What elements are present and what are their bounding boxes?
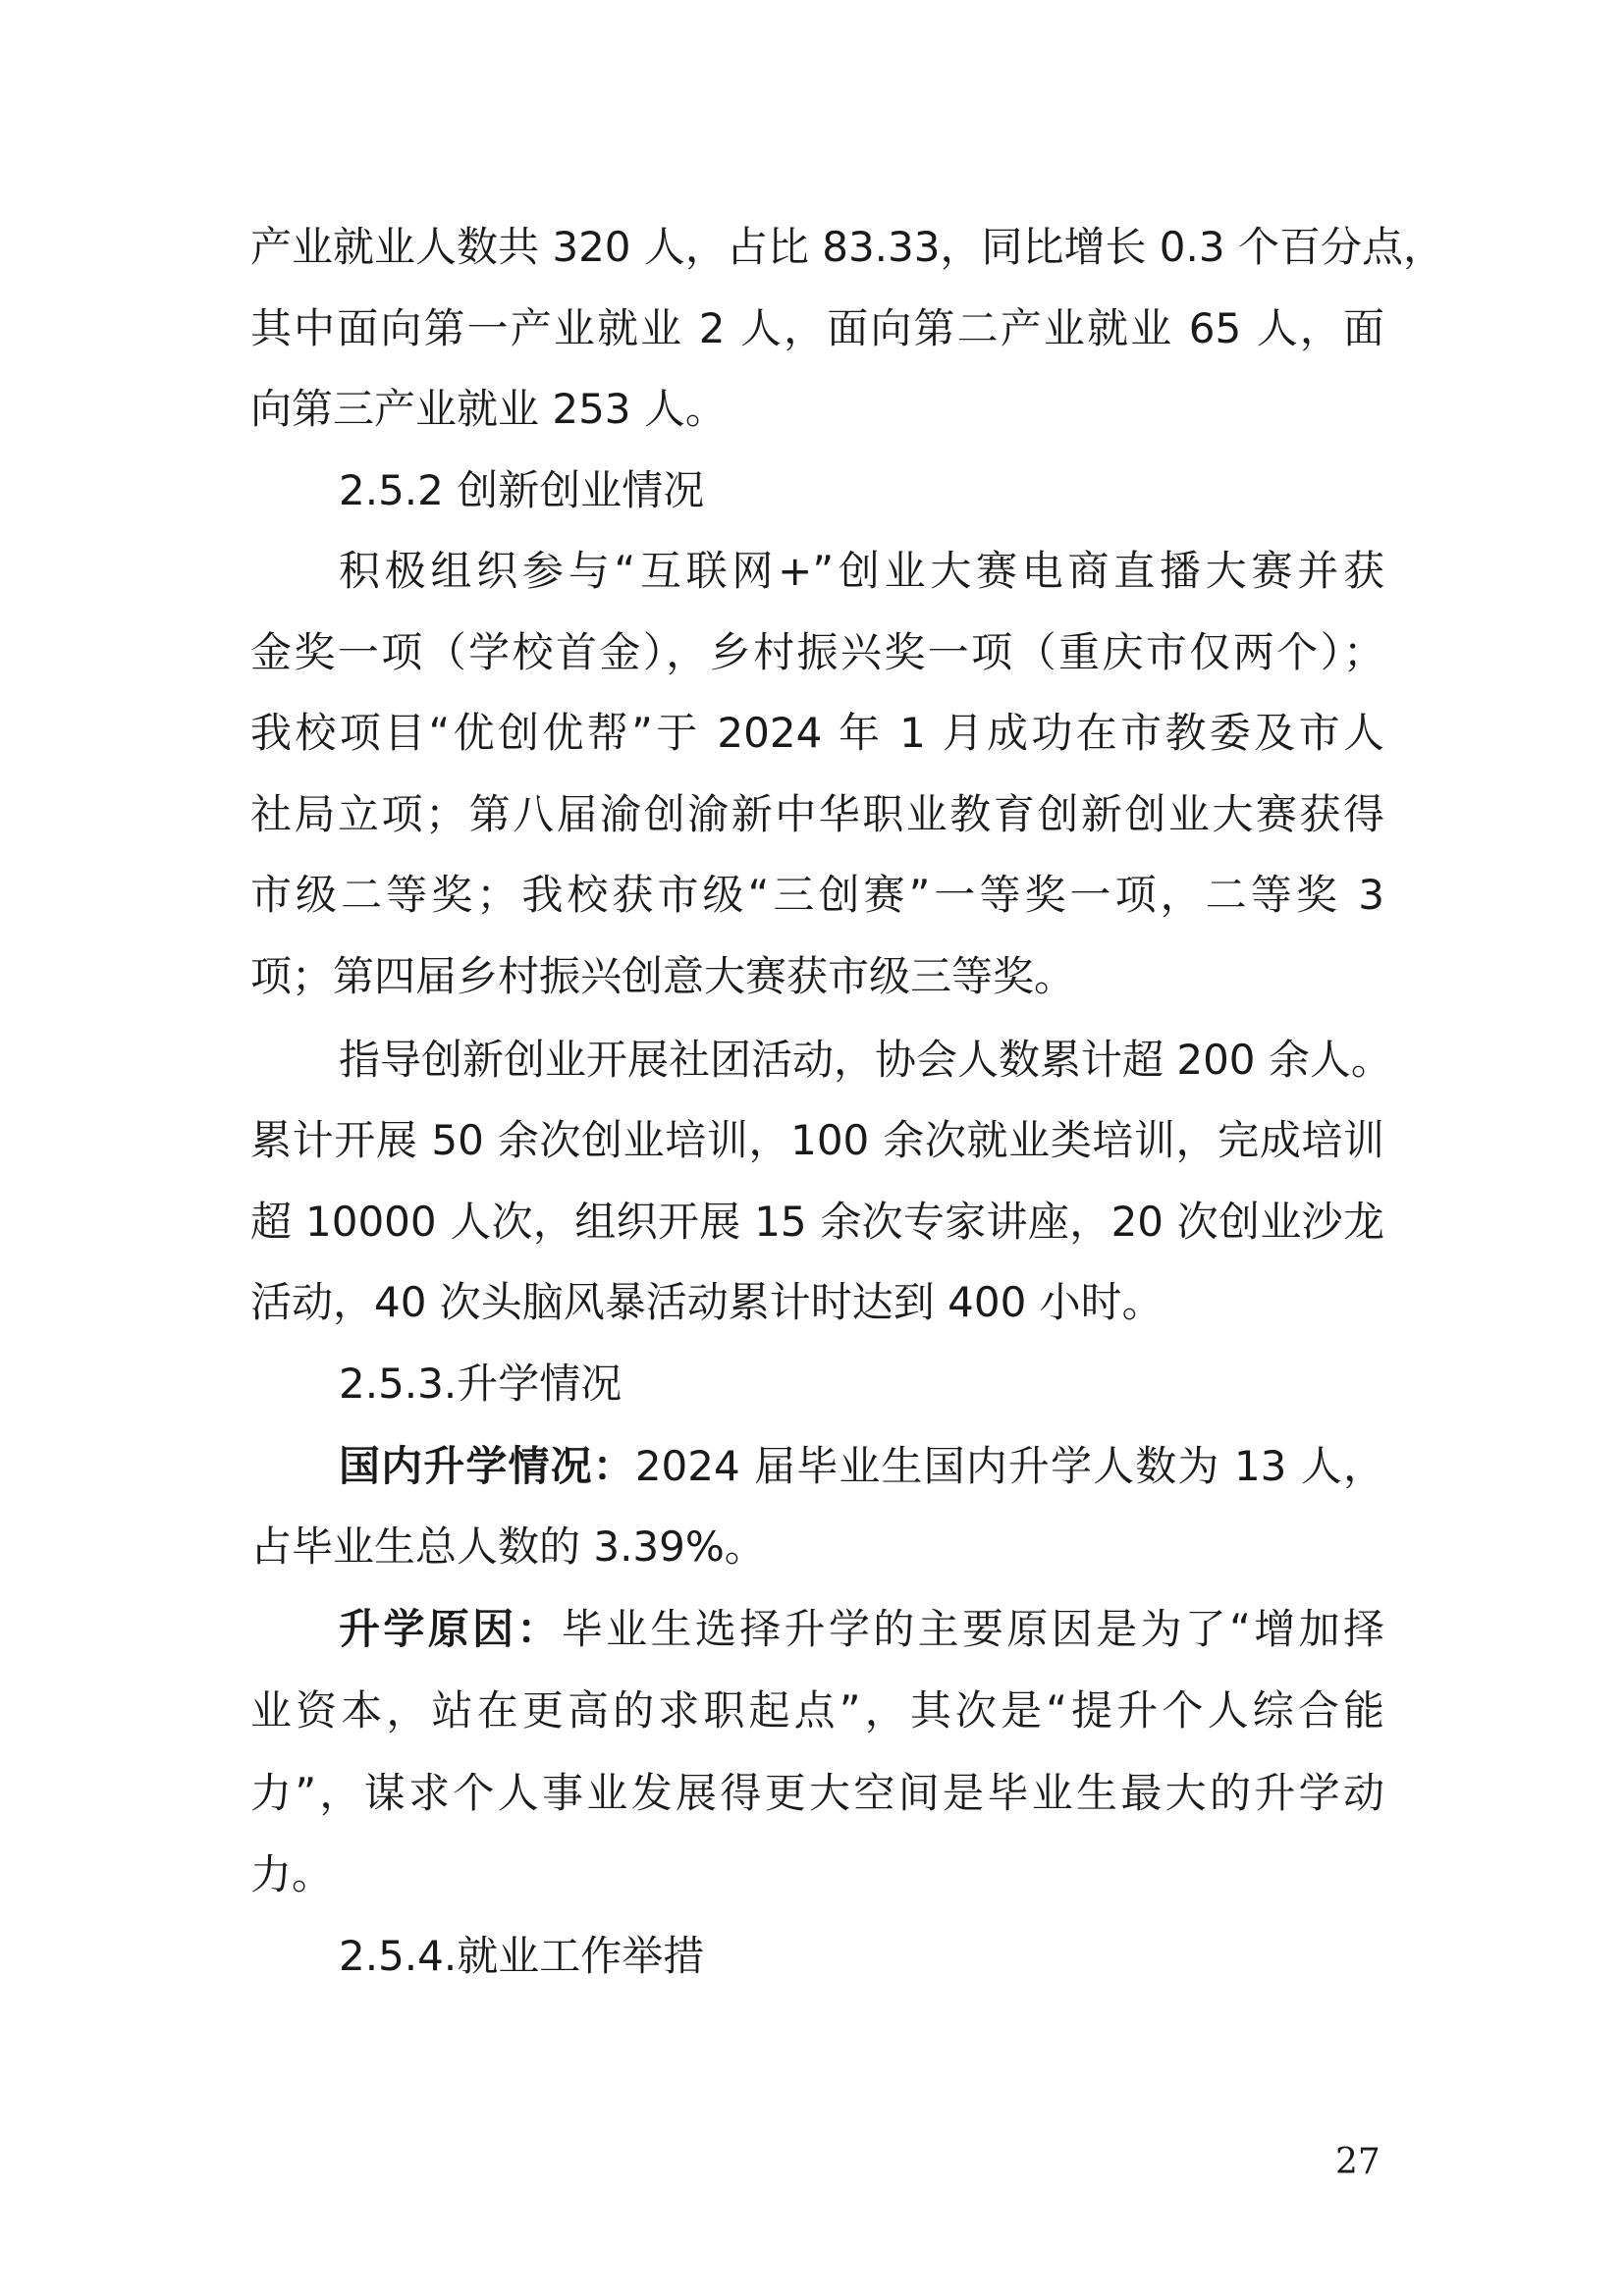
line-text: 金奖一项（学校首金），乡村振兴奖一项（重庆市仅两个）； <box>250 628 1384 676</box>
section-heading <box>339 1929 1384 1984</box>
text-line <box>339 1602 1384 1657</box>
text-line <box>250 1195 1384 1250</box>
text-line <box>250 1275 1384 1330</box>
text-line <box>250 706 1384 761</box>
text-line <box>250 1847 1384 1902</box>
text-line <box>250 301 1384 356</box>
text-line <box>339 544 1384 599</box>
line-text: 业资本，站在更高的求职起点”，其次是“提升个人综合能 <box>250 1686 1384 1735</box>
line-text: 积极组织参与“互联网+”创业大赛电商直播大赛并获 <box>339 547 1384 595</box>
text-line <box>250 1766 1384 1821</box>
line-text: 向第三产业就业 253 人。 <box>250 385 727 433</box>
text-line <box>250 382 1384 437</box>
line-text: 超 10000 人次，组织开展 15 余次专家讲座，20 次创业沙龙 <box>250 1198 1384 1246</box>
line-text: 力”，谋求个人事业发展得更大空间是毕业生最大的升学动 <box>250 1769 1384 1817</box>
page-number: 27 <box>1335 2142 1380 2182</box>
line-text: 2024 届毕业生国内升学人数为 13 人， <box>634 1442 1384 1490</box>
line-text: 指导创新创业开展社团活动，协会人数累计超 200 余人。 <box>339 1036 1392 1084</box>
line-text: 毕业生选择升学的主要原因是为了“增加择 <box>561 1605 1384 1653</box>
text-line <box>339 1439 1384 1494</box>
text-line <box>250 949 1384 1004</box>
line-text: 占毕业生总人数的 3.39%。 <box>250 1522 766 1571</box>
line-text: 市级二等奖；我校获市级“三创赛”一等奖一项，二等奖 3 <box>250 871 1384 919</box>
line-text: 产业就业人数共 320 人，占比 83.33，同比增长 0.3 个百分点， <box>250 223 1444 271</box>
line-text: 社局立项；第八届渝创渝新中华职业教育创新创业大赛获得 <box>250 790 1384 838</box>
line-text: 2.5.2 创新创业情况 <box>339 466 705 514</box>
bold-lead: 国内升学情况： <box>339 1442 635 1490</box>
line-text: 活动，40 次头脑风暴活动累计时达到 400 小时。 <box>250 1278 1164 1326</box>
line-text: 2.5.4.就业工作举措 <box>339 1932 705 1980</box>
line-text: 项；第四届乡村振兴创意大赛获市级三等奖。 <box>250 952 1076 1000</box>
line-text: 力。 <box>250 1850 334 1898</box>
bold-lead: 升学原因： <box>339 1605 562 1653</box>
text-line <box>250 220 1444 275</box>
text-line <box>339 1033 1392 1088</box>
section-heading <box>339 463 1384 518</box>
line-text: 其中面向第一产业就业 2 人，面向第二产业就业 65 人，面 <box>250 304 1384 352</box>
text-line <box>250 1683 1384 1738</box>
text-line <box>250 1520 1384 1575</box>
line-text: 我校项目“优创优帮”于 2024 年 1 月成功在市教委及市人 <box>250 709 1384 757</box>
section-heading <box>339 1357 1384 1412</box>
line-text: 2.5.3.升学情况 <box>339 1360 623 1408</box>
text-line <box>250 625 1384 680</box>
text-line <box>250 787 1384 842</box>
line-text: 累计开展 50 余次创业培训，100 余次就业类培训，完成培训 <box>250 1116 1384 1164</box>
text-line <box>250 868 1384 923</box>
text-line <box>250 1113 1384 1168</box>
